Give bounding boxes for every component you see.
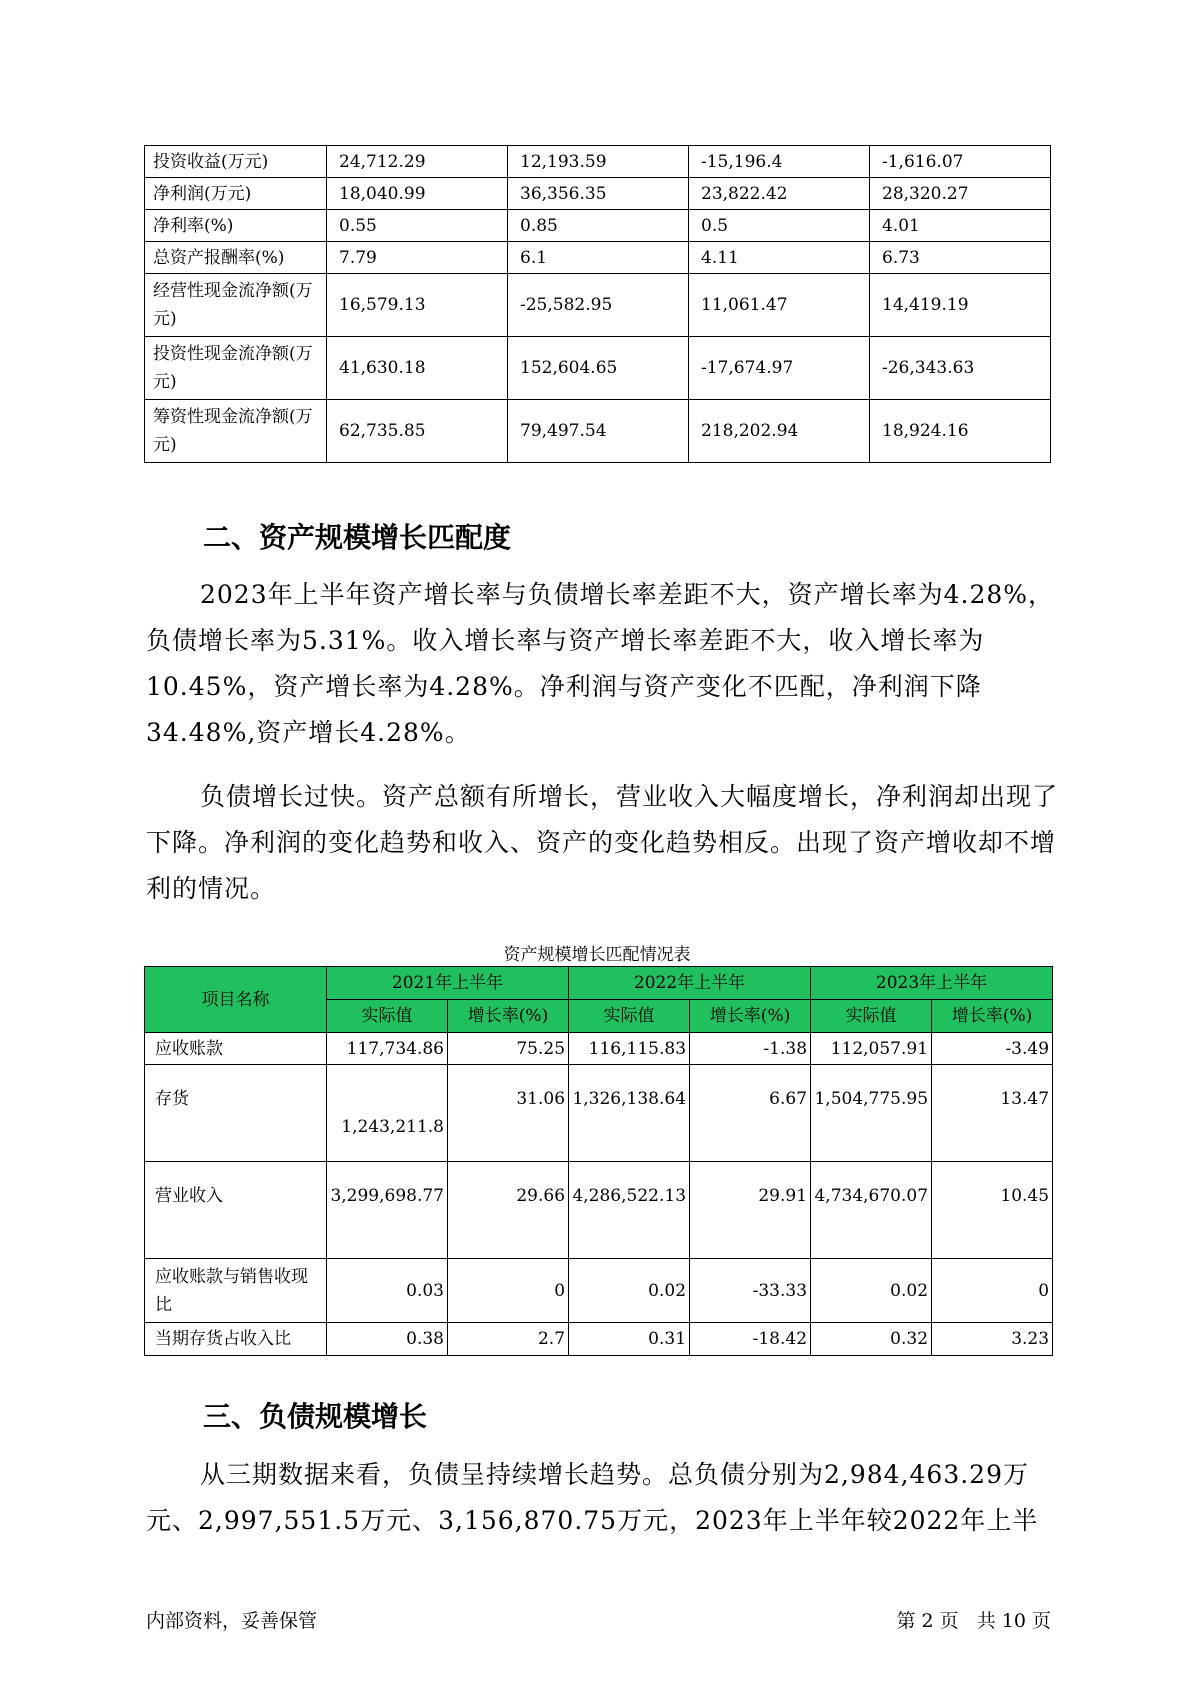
table-row bbox=[145, 210, 1051, 242]
cell: 0.85 bbox=[508, 210, 689, 242]
header-period-2023: 2023年上半年 bbox=[811, 967, 1053, 1000]
footer-confidential-note: 内部资料，妥善保管 bbox=[146, 1610, 318, 1632]
row-label: 筹资性现金流净额(万元) bbox=[145, 400, 327, 463]
row-label: 净利润(万元) bbox=[145, 178, 327, 210]
cell: 0.02 bbox=[569, 1259, 690, 1323]
header-actual: 实际值 bbox=[327, 1000, 448, 1033]
cell: 152,604.65 bbox=[508, 337, 689, 400]
row-label: 投资性现金流净额(万元) bbox=[145, 337, 327, 400]
cell: 2.7 bbox=[448, 1323, 569, 1356]
table-row bbox=[145, 1162, 1053, 1259]
header-period-2021: 2021年上半年 bbox=[327, 967, 569, 1000]
cell: 0.02 bbox=[811, 1259, 932, 1323]
row-label: 经营性现金流净额(万元) bbox=[145, 274, 327, 337]
row-label: 应收账款 bbox=[145, 1033, 327, 1065]
cell: -33.33 bbox=[690, 1259, 811, 1323]
table-caption: 资产规模增长匹配情况表 bbox=[503, 945, 691, 965]
table-row bbox=[145, 1323, 1053, 1356]
header-growth: 增长率(%) bbox=[932, 1000, 1053, 1033]
cell: -15,196.4 bbox=[689, 146, 870, 178]
cell: -1.38 bbox=[690, 1033, 811, 1065]
header-growth: 增长率(%) bbox=[448, 1000, 569, 1033]
cell: -25,582.95 bbox=[508, 274, 689, 337]
cell: 3.23 bbox=[932, 1323, 1053, 1356]
section-heading-asset-growth: 二、资产规模增长匹配度 bbox=[203, 521, 512, 554]
cell: 0.31 bbox=[569, 1323, 690, 1356]
table-row bbox=[145, 242, 1051, 274]
cell: 4.11 bbox=[689, 242, 870, 274]
cell: 10.45 bbox=[932, 1162, 1053, 1259]
cell: 3,299,698.77 bbox=[327, 1162, 448, 1259]
row-label: 当期存货占收入比 bbox=[145, 1323, 327, 1356]
header-item-name: 项目名称 bbox=[145, 967, 327, 1033]
cell: 112,057.91 bbox=[811, 1033, 932, 1065]
cell: 117,734.86 bbox=[327, 1033, 448, 1065]
header-actual: 实际值 bbox=[811, 1000, 932, 1033]
table-row bbox=[145, 178, 1051, 210]
cell: 23,822.42 bbox=[689, 178, 870, 210]
cell: 62,735.85 bbox=[327, 400, 508, 463]
cell: 4,734,670.07 bbox=[811, 1162, 932, 1259]
table-row bbox=[145, 337, 1051, 400]
table-row bbox=[145, 274, 1051, 337]
cell: 79,497.54 bbox=[508, 400, 689, 463]
table-row bbox=[145, 400, 1051, 463]
asset-growth-match-table bbox=[144, 966, 1053, 1356]
cell: 0.5 bbox=[689, 210, 870, 242]
cell: -26,343.63 bbox=[870, 337, 1051, 400]
table-row bbox=[145, 1065, 1053, 1162]
paragraph-asset-growth-2: 负债增长过快。资产总额有所增长，营业收入大幅度增长，净利润却出现了下降。净利润的变化趋势和收入、资产的变化趋势相反。出现了资产增收却不增利的情况。 bbox=[146, 782, 1059, 903]
footer-page-number: 第 2 页 共 10 页 bbox=[896, 1610, 1051, 1632]
cell: 29.66 bbox=[448, 1162, 569, 1259]
cell: 0.38 bbox=[327, 1323, 448, 1356]
paragraph-liability-growth: 从三期数据来看，负债呈持续增长趋势。总负债分别为2,984,463.29万元、2,997,551.5万元、3,156,870.75万元，2023年上半年较2022年上半 bbox=[146, 1460, 1039, 1535]
financial-indicators-table bbox=[144, 145, 1051, 463]
cell: 116,115.83 bbox=[569, 1033, 690, 1065]
cell: 24,712.29 bbox=[327, 146, 508, 178]
cell: -17,674.97 bbox=[689, 337, 870, 400]
header-growth: 增长率(%) bbox=[690, 1000, 811, 1033]
cell: 0 bbox=[932, 1259, 1053, 1323]
cell: 218,202.94 bbox=[689, 400, 870, 463]
section-heading-liability-growth: 三、负债规模增长 bbox=[203, 1400, 428, 1433]
row-label: 总资产报酬率(%) bbox=[145, 242, 327, 274]
cell: 36,356.35 bbox=[508, 178, 689, 210]
cell: 4.01 bbox=[870, 210, 1051, 242]
cell: 75.25 bbox=[448, 1033, 569, 1065]
cell: 0.32 bbox=[811, 1323, 932, 1356]
cell: -18.42 bbox=[690, 1323, 811, 1356]
cell: 28,320.27 bbox=[870, 178, 1051, 210]
header-actual: 实际值 bbox=[569, 1000, 690, 1033]
cell: 4,286,522.13 bbox=[569, 1162, 690, 1259]
cell: 11,061.47 bbox=[689, 274, 870, 337]
header-period-2022: 2022年上半年 bbox=[569, 967, 811, 1000]
cell: 0 bbox=[448, 1259, 569, 1323]
cell: 6.1 bbox=[508, 242, 689, 274]
header-row bbox=[145, 967, 1053, 1000]
table-row bbox=[145, 1259, 1053, 1323]
cell: 31.06 bbox=[448, 1065, 569, 1162]
row-label: 存货 bbox=[145, 1065, 327, 1162]
table-row bbox=[145, 1033, 1053, 1065]
cell: 18,924.16 bbox=[870, 400, 1051, 463]
cell: 14,419.19 bbox=[870, 274, 1051, 337]
cell: 41,630.18 bbox=[327, 337, 508, 400]
cell: 7.79 bbox=[327, 242, 508, 274]
cell: 0.55 bbox=[327, 210, 508, 242]
table-row bbox=[145, 146, 1051, 178]
cell: 6.67 bbox=[690, 1065, 811, 1162]
row-label: 投资收益(万元) bbox=[145, 146, 327, 178]
paragraph-asset-growth-1: 2023年上半年资产增长率与负债增长率差距不大，资产增长率为4.28%，负债增长率为5.31%。收入增长率与资产增长率差距不大，收入增长率为10.45%，资产增长率为4.28%。净利润与资产变化不匹配，净利润下降34.48%,资产增长4.28%。 bbox=[146, 580, 1055, 747]
cell: 18,040.99 bbox=[327, 178, 508, 210]
cell: 0.03 bbox=[327, 1259, 448, 1323]
cell: 12,193.59 bbox=[508, 146, 689, 178]
cell: 13.47 bbox=[932, 1065, 1053, 1162]
cell: 1,243,211.8 bbox=[327, 1065, 448, 1162]
cell: 29.91 bbox=[690, 1162, 811, 1259]
cell: 1,326,138.64 bbox=[569, 1065, 690, 1162]
cell: 1,504,775.95 bbox=[811, 1065, 932, 1162]
row-label: 营业收入 bbox=[145, 1162, 327, 1259]
cell: 16,579.13 bbox=[327, 274, 508, 337]
row-label: 净利率(%) bbox=[145, 210, 327, 242]
row-label: 应收账款与销售收现比 bbox=[145, 1259, 327, 1323]
cell: -3.49 bbox=[932, 1033, 1053, 1065]
cell: -1,616.07 bbox=[870, 146, 1051, 178]
cell: 6.73 bbox=[870, 242, 1051, 274]
